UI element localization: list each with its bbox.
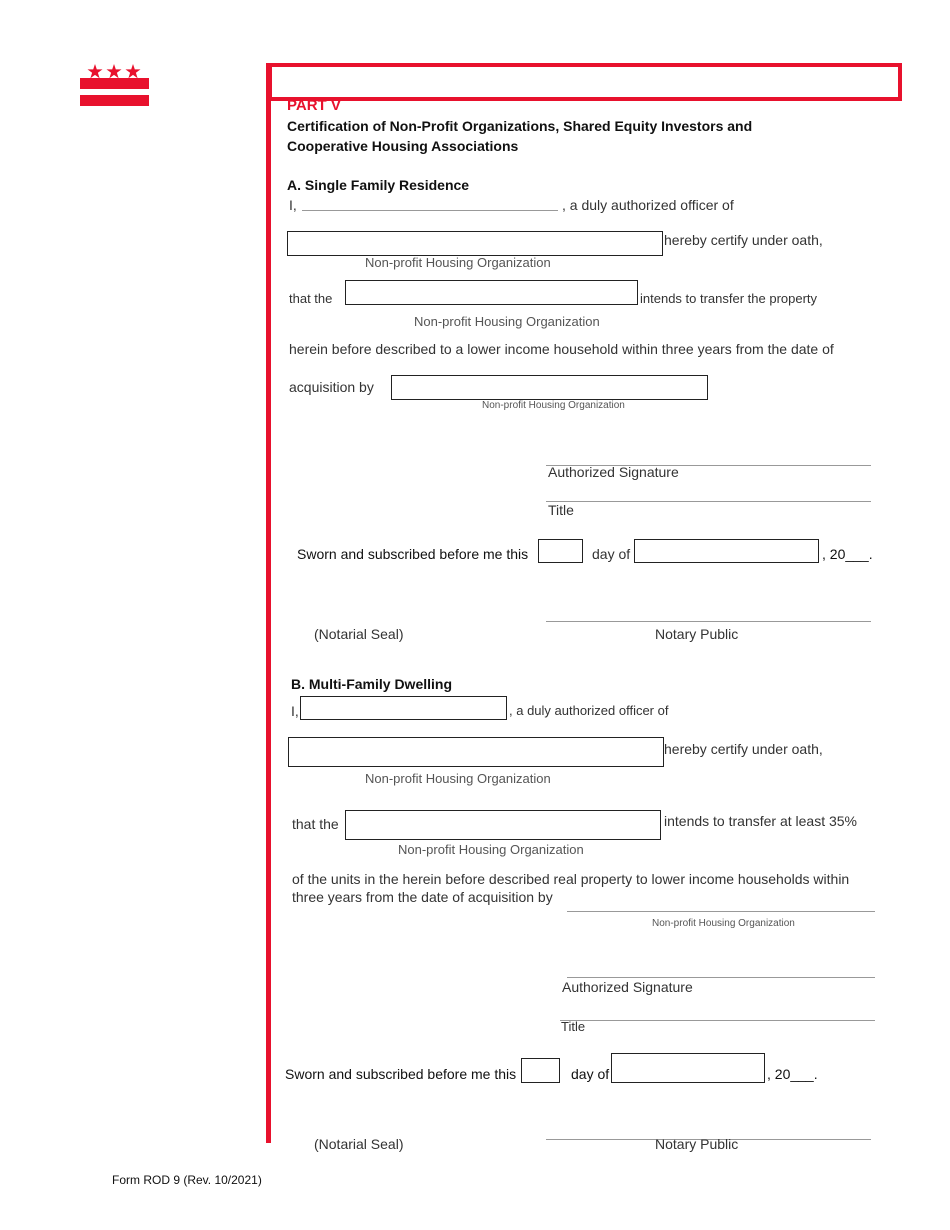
flag-stars-icon [80, 62, 150, 108]
a-that-the: that the [289, 291, 333, 306]
a-notary-public: Notary Public [655, 626, 739, 642]
b-year-text: , 20___. [767, 1066, 818, 1082]
a-day-field[interactable] [538, 539, 583, 563]
a-org-field-1[interactable] [287, 231, 663, 256]
a-authorized-signature: Authorized Signature [548, 464, 679, 480]
a-title-label: Title [548, 502, 574, 518]
a-title-line[interactable] [546, 501, 871, 502]
b-units-line1: of the units in the herein before described real property to lower income households within [292, 871, 850, 887]
part-label: PART V [287, 97, 341, 114]
a-officer-name-line[interactable] [302, 210, 558, 211]
left-red-rule [266, 63, 271, 1143]
b-i-label: I, [291, 703, 299, 719]
a-org-caption-3: Non-profit Housing Organization [482, 400, 625, 411]
b-that-the: that the [292, 816, 339, 832]
part-title-line1: Certification of Non-Profit Organizations, Shared Equity Investors and [287, 118, 753, 134]
a-herein-text: herein before described to a lower income household within three years from the date of [289, 341, 834, 357]
b-officer-name-field[interactable] [300, 696, 507, 720]
a-notarial-seal: (Notarial Seal) [314, 626, 404, 642]
a-certify-text: hereby certify under oath, [664, 232, 823, 248]
b-org-field-1[interactable] [288, 737, 664, 767]
b-month-field[interactable] [611, 1053, 765, 1083]
b-certify-text: hereby certify under oath, [664, 741, 823, 757]
b-officer-text: , a duly authorized officer of [509, 703, 669, 718]
a-org-caption-2: Non-profit Housing Organization [414, 314, 600, 329]
section-a-heading: A. Single Family Residence [287, 177, 470, 193]
b-notary-public: Notary Public [655, 1136, 739, 1152]
a-org-caption-1: Non-profit Housing Organization [365, 255, 551, 270]
b-org-caption-1: Non-profit Housing Organization [365, 771, 551, 786]
section-b-heading: B. Multi-Family Dwelling [291, 676, 453, 692]
b-sworn-text: Sworn and subscribed before me this [285, 1066, 517, 1082]
a-intends-text: intends to transfer the property [640, 291, 818, 306]
b-notarial-seal: (Notarial Seal) [314, 1136, 404, 1152]
b-units-line2: three years from the date of acquisition by [292, 889, 553, 905]
b-authorized-signature: Authorized Signature [562, 979, 693, 995]
a-month-field[interactable] [634, 539, 819, 563]
a-org-field-3[interactable] [391, 375, 708, 400]
b-signature-line[interactable] [567, 977, 875, 978]
b-acquisition-line[interactable] [567, 911, 875, 912]
part-title-line2: Cooperative Housing Associations [287, 138, 519, 154]
a-acquisition-text: acquisition by [289, 379, 374, 395]
form-id-footer: Form ROD 9 (Rev. 10/2021) [112, 1173, 262, 1187]
a-org-field-2[interactable] [345, 280, 638, 305]
a-notary-line[interactable] [546, 621, 871, 622]
b-day-of: day of [571, 1066, 610, 1082]
b-day-field[interactable] [521, 1058, 560, 1083]
dc-flag-logo [80, 62, 150, 108]
b-org-caption-3: Non-profit Housing Organization [652, 918, 795, 929]
b-title-line[interactable] [560, 1020, 875, 1021]
b-title-label: Title [561, 1019, 586, 1034]
a-sworn-text: Sworn and subscribed before me this [297, 546, 529, 562]
a-i-label: I, [289, 197, 297, 213]
b-intends-text: intends to transfer at least 35% [664, 813, 857, 829]
header-bar [268, 63, 902, 101]
a-officer-text: , a duly authorized officer of [562, 197, 734, 213]
a-day-of: day of [592, 546, 631, 562]
a-year-text: , 20___. [822, 546, 873, 562]
b-org-caption-2: Non-profit Housing Organization [398, 842, 584, 857]
b-org-field-2[interactable] [345, 810, 661, 840]
